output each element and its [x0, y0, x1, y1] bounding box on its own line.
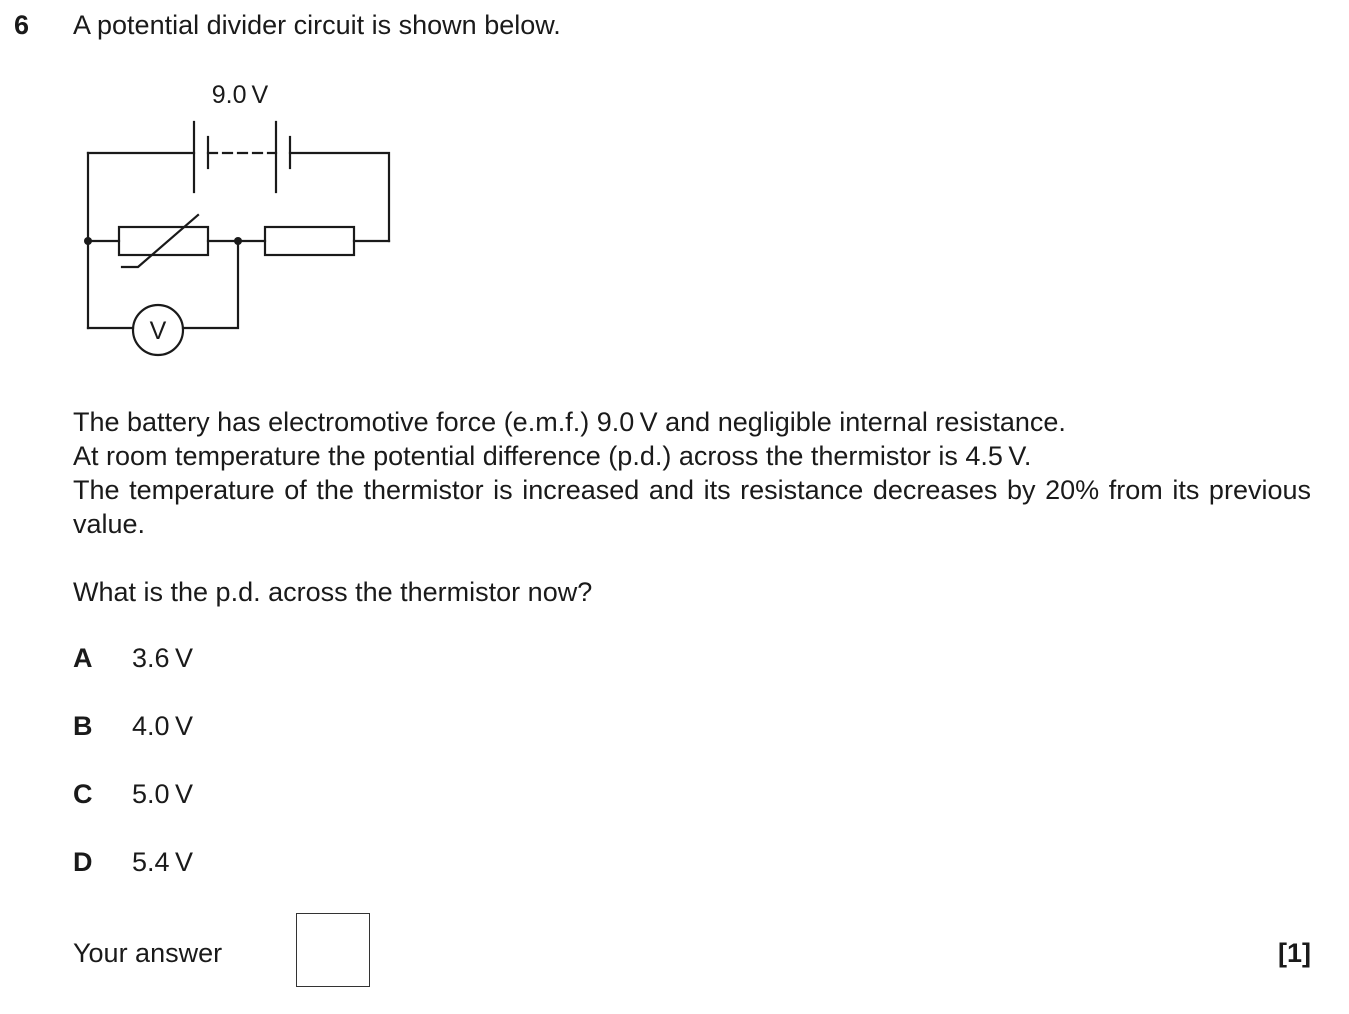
voltmeter-label: V	[149, 317, 167, 345]
answer-label: Your answer	[73, 938, 223, 968]
thermistor	[119, 227, 208, 255]
option-a-text: 3.6 V	[132, 643, 193, 673]
question-number: 6	[14, 10, 30, 40]
option-letter: C	[73, 779, 93, 809]
question-prompt: What is the p.d. across the thermistor now?	[73, 577, 593, 607]
thermistor-slash	[122, 215, 198, 267]
option-a[interactable]	[73, 643, 93, 674]
junction-center	[234, 237, 242, 245]
junction-left	[84, 237, 92, 245]
paragraph-line-2: At room temperature the potential difference (p.d.) across the thermistor is 4.5 V.	[73, 441, 1032, 471]
option-c-text: 5.0 V	[132, 779, 193, 809]
battery-label: 9.0 V	[211, 81, 269, 109]
fixed-resistor	[265, 227, 354, 255]
marks-label: [1]	[1278, 938, 1311, 968]
option-letter: D	[73, 847, 93, 877]
paragraph-line-3: The temperature of the thermistor is increased and its resistance decreases by 20% from its previous value.	[73, 475, 1311, 539]
option-b[interactable]	[73, 711, 93, 742]
option-d-text: 5.4 V	[132, 847, 193, 877]
option-letter: A	[73, 643, 93, 673]
option-c[interactable]	[73, 779, 93, 810]
answer-box[interactable]	[296, 913, 370, 987]
question-paragraph	[73, 405, 1311, 541]
option-b-text: 4.0 V	[132, 711, 193, 741]
option-d[interactable]	[73, 847, 93, 878]
option-letter: B	[73, 711, 93, 741]
question-intro: A potential divider circuit is shown below.	[73, 10, 561, 40]
paragraph-line-1: The battery has electromotive force (e.m.f.) 9.0 V and negligible internal resistance.	[73, 407, 1066, 437]
potential-divider-circuit-diagram	[70, 70, 410, 370]
